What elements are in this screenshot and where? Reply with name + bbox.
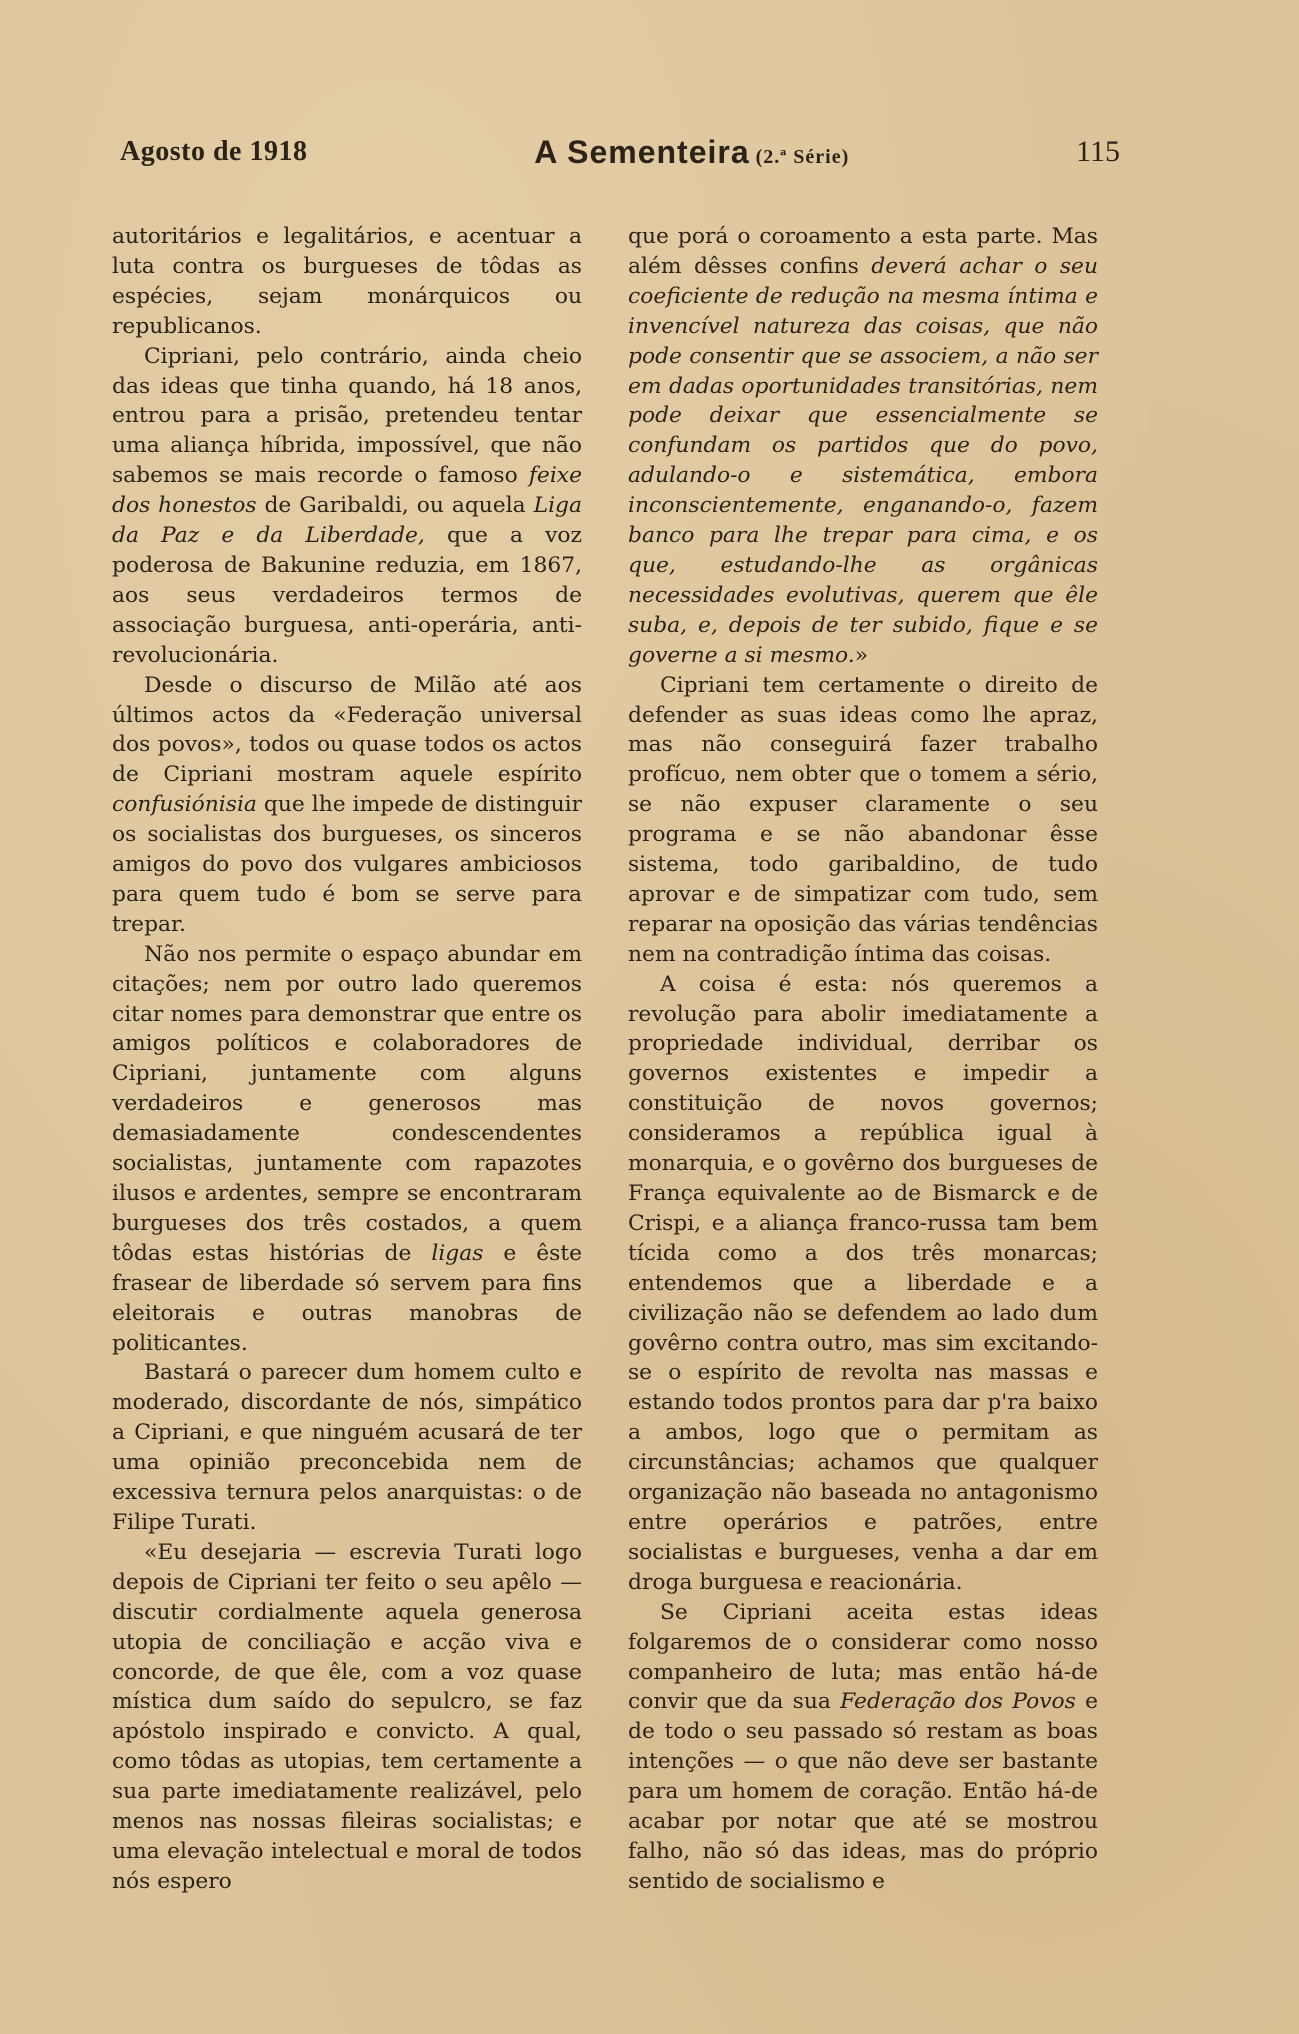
page-header — [120, 128, 1120, 176]
text-run: » — [854, 642, 869, 668]
left-column — [112, 222, 582, 1897]
paragraph — [628, 1598, 1098, 1897]
italic-text: deverá achar o seu coeficiente de redução na mesma íntima e invencível natureza das coisas, que não pode consentir que se associem, a não ser em dadas oportunidades transitórias, nem pode deixar que essencialmente se confundam os partidos que do povo, adulando-o e sistemática, embora inconscientemente, enganando-o, fazem banco para lhe trepar para cima, e os que, estudando-lhe as orgânicas necessidades evolutivas, querem que êle suba, e, depois de ter subido, fique e se governe a si mesmo. — [628, 253, 1098, 668]
text-run: que lhe impede de distinguir os socialistas dos burgueses, os sinceros amigos do povo dos vulgares ambiciosos para quem tudo é bom se serve para trepar. — [112, 792, 582, 937]
italic-text: feixe dos honestos — [112, 463, 582, 519]
paragraph — [112, 342, 582, 671]
publication-title — [534, 134, 849, 171]
paragraph — [628, 222, 1098, 671]
italic-text: confusiónisia — [112, 792, 257, 818]
paragraph: Bastará o parecer dum homem culto e moderado, discordante de nós, simpático a Cipriani, e que ninguém acusará de ter uma opinião preconcebida nem de excessiva ternura pelos anarquistas: o de Filipe Turati. — [112, 1360, 582, 1535]
italic-text: ligas — [431, 1240, 484, 1266]
text-run: Cipriani, pelo contrário, ainda cheio das ideas que tinha quando, há 18 anos, entrou para a prisão, pretendeu tentar uma aliança híbrida, impossível, que não sabemos se mais recorde o famoso — [112, 343, 582, 489]
paragraph: «Eu desejaria — escrevia Turati logo depois de Cipriani ter feito o seu apêlo — discutir cordialmente aquela generosa utopia de conciliação e acção viva e concorde, de que êle, com a voz quase mística dum saído do sepulcro, se faz apóstolo inspirado e convicto. A qual, como tôdas as utopias, tem certamente a sua parte imediatamente realizável, pelo menos nas nossas fileiras socialistas; e uma elevação intelectual e moral de todos nós espero — [112, 1539, 582, 1894]
paragraph — [112, 671, 582, 940]
paragraph — [112, 940, 582, 1359]
text-run: e de todo o seu passado só restam as boas intenções — o que não deve ser bastante para um homem de coração. Então há-de acabar por notar que até se mostrou falho, não só das ideas, mas do próprio sentido de socialismo e — [628, 1689, 1098, 1894]
text-run: e êste frasear de liberdade só servem para fins eleitorais e outras manobras de politicantes. — [112, 1240, 582, 1356]
issue-date: Agosto de 1918 — [120, 136, 308, 167]
text-run: Não nos permite o espaço abundar em citações; nem por outro lado queremos citar nomes para demonstrar que entre os amigos políticos e colaboradores de Cipriani, juntamente com alguns verdadeiros e generosos mas demasiadamente condescendentes socialistas, juntamente com rapazotes ilusos e ardentes, sempre se encontraram burgueses dos três costados, a quem tôdas estas histórias de — [112, 941, 582, 1266]
italic-text: Federação dos Povos — [840, 1689, 1076, 1715]
paragraph: Cipriani tem certamente o direito de defender as suas ideas como lhe apraz, mas não conseguirá fazer trabalho profícuo, nem obter que o tomem a sério, se não expuser claramente o seu programa e se não abandonar êsse sistema, todo garibaldino, de tudo aprovar e de simpatizar com tudo, sem reparar na oposição das várias tendências nem na contradição íntima das coisas. — [628, 672, 1098, 967]
text-run: que a voz poderosa de Bakunine reduzia, em 1867, aos seus verdadeiros termos de associação burguesa, anti-operária, anti-revolucionária. — [112, 523, 583, 668]
paragraph: A coisa é esta: nós queremos a revolução para abolir imediatamente a propriedade individual, derribar os governos existentes e impedir a constituição de novos governos; consideramos a república igual à monarquia, e o govêrno dos burgueses de França equivalente ao de Bismarck e de Crispi, e a aliança franco-russa tam bem tícida como a dos três monarcas; entendemos que a liberdade e a civilização não se defendem ao lado dum govêrno contra outro, mas sim excitando-se o espírito de revolta nas massas e estando todos prontos para dar p'ra baixo a ambos, logo que o permitam as circunstâncias; achamos que qualquer organização não baseada no antagonismo entre operários e patrões, entre socialistas e burgueses, venha a dar em droga burguesa e reacionária. — [628, 971, 1098, 1595]
paragraph: autoritários e legalitários, e acentuar a luta contra os burgueses de tôdas as espécies, sejam monárquicos ou republicanos. — [112, 224, 582, 339]
text-run: Desde o discurso de Milão até aos últimos actos da «Federação universal dos povos», todos ou quase todos os actos de Cipriani mostram aquele espírito — [112, 672, 582, 788]
right-column — [628, 222, 1098, 1897]
text-run: que porá o coroamento a esta parte. Mas além dêsses confins — [628, 224, 1098, 279]
page-number: 115 — [1076, 135, 1120, 168]
series-label: (2.ª Série) — [755, 145, 850, 168]
italic-text: Liga da Paz e da Liberdade, — [112, 493, 583, 549]
text-run: Se Cipriani aceita estas ideas folgaremos de o considerar como nosso companheiro de luta; mas então há-de convir que da sua — [628, 1599, 1098, 1715]
publication-name: A Sementeira — [534, 133, 750, 170]
text-run: de Garibaldi, ou aquela — [256, 493, 534, 519]
